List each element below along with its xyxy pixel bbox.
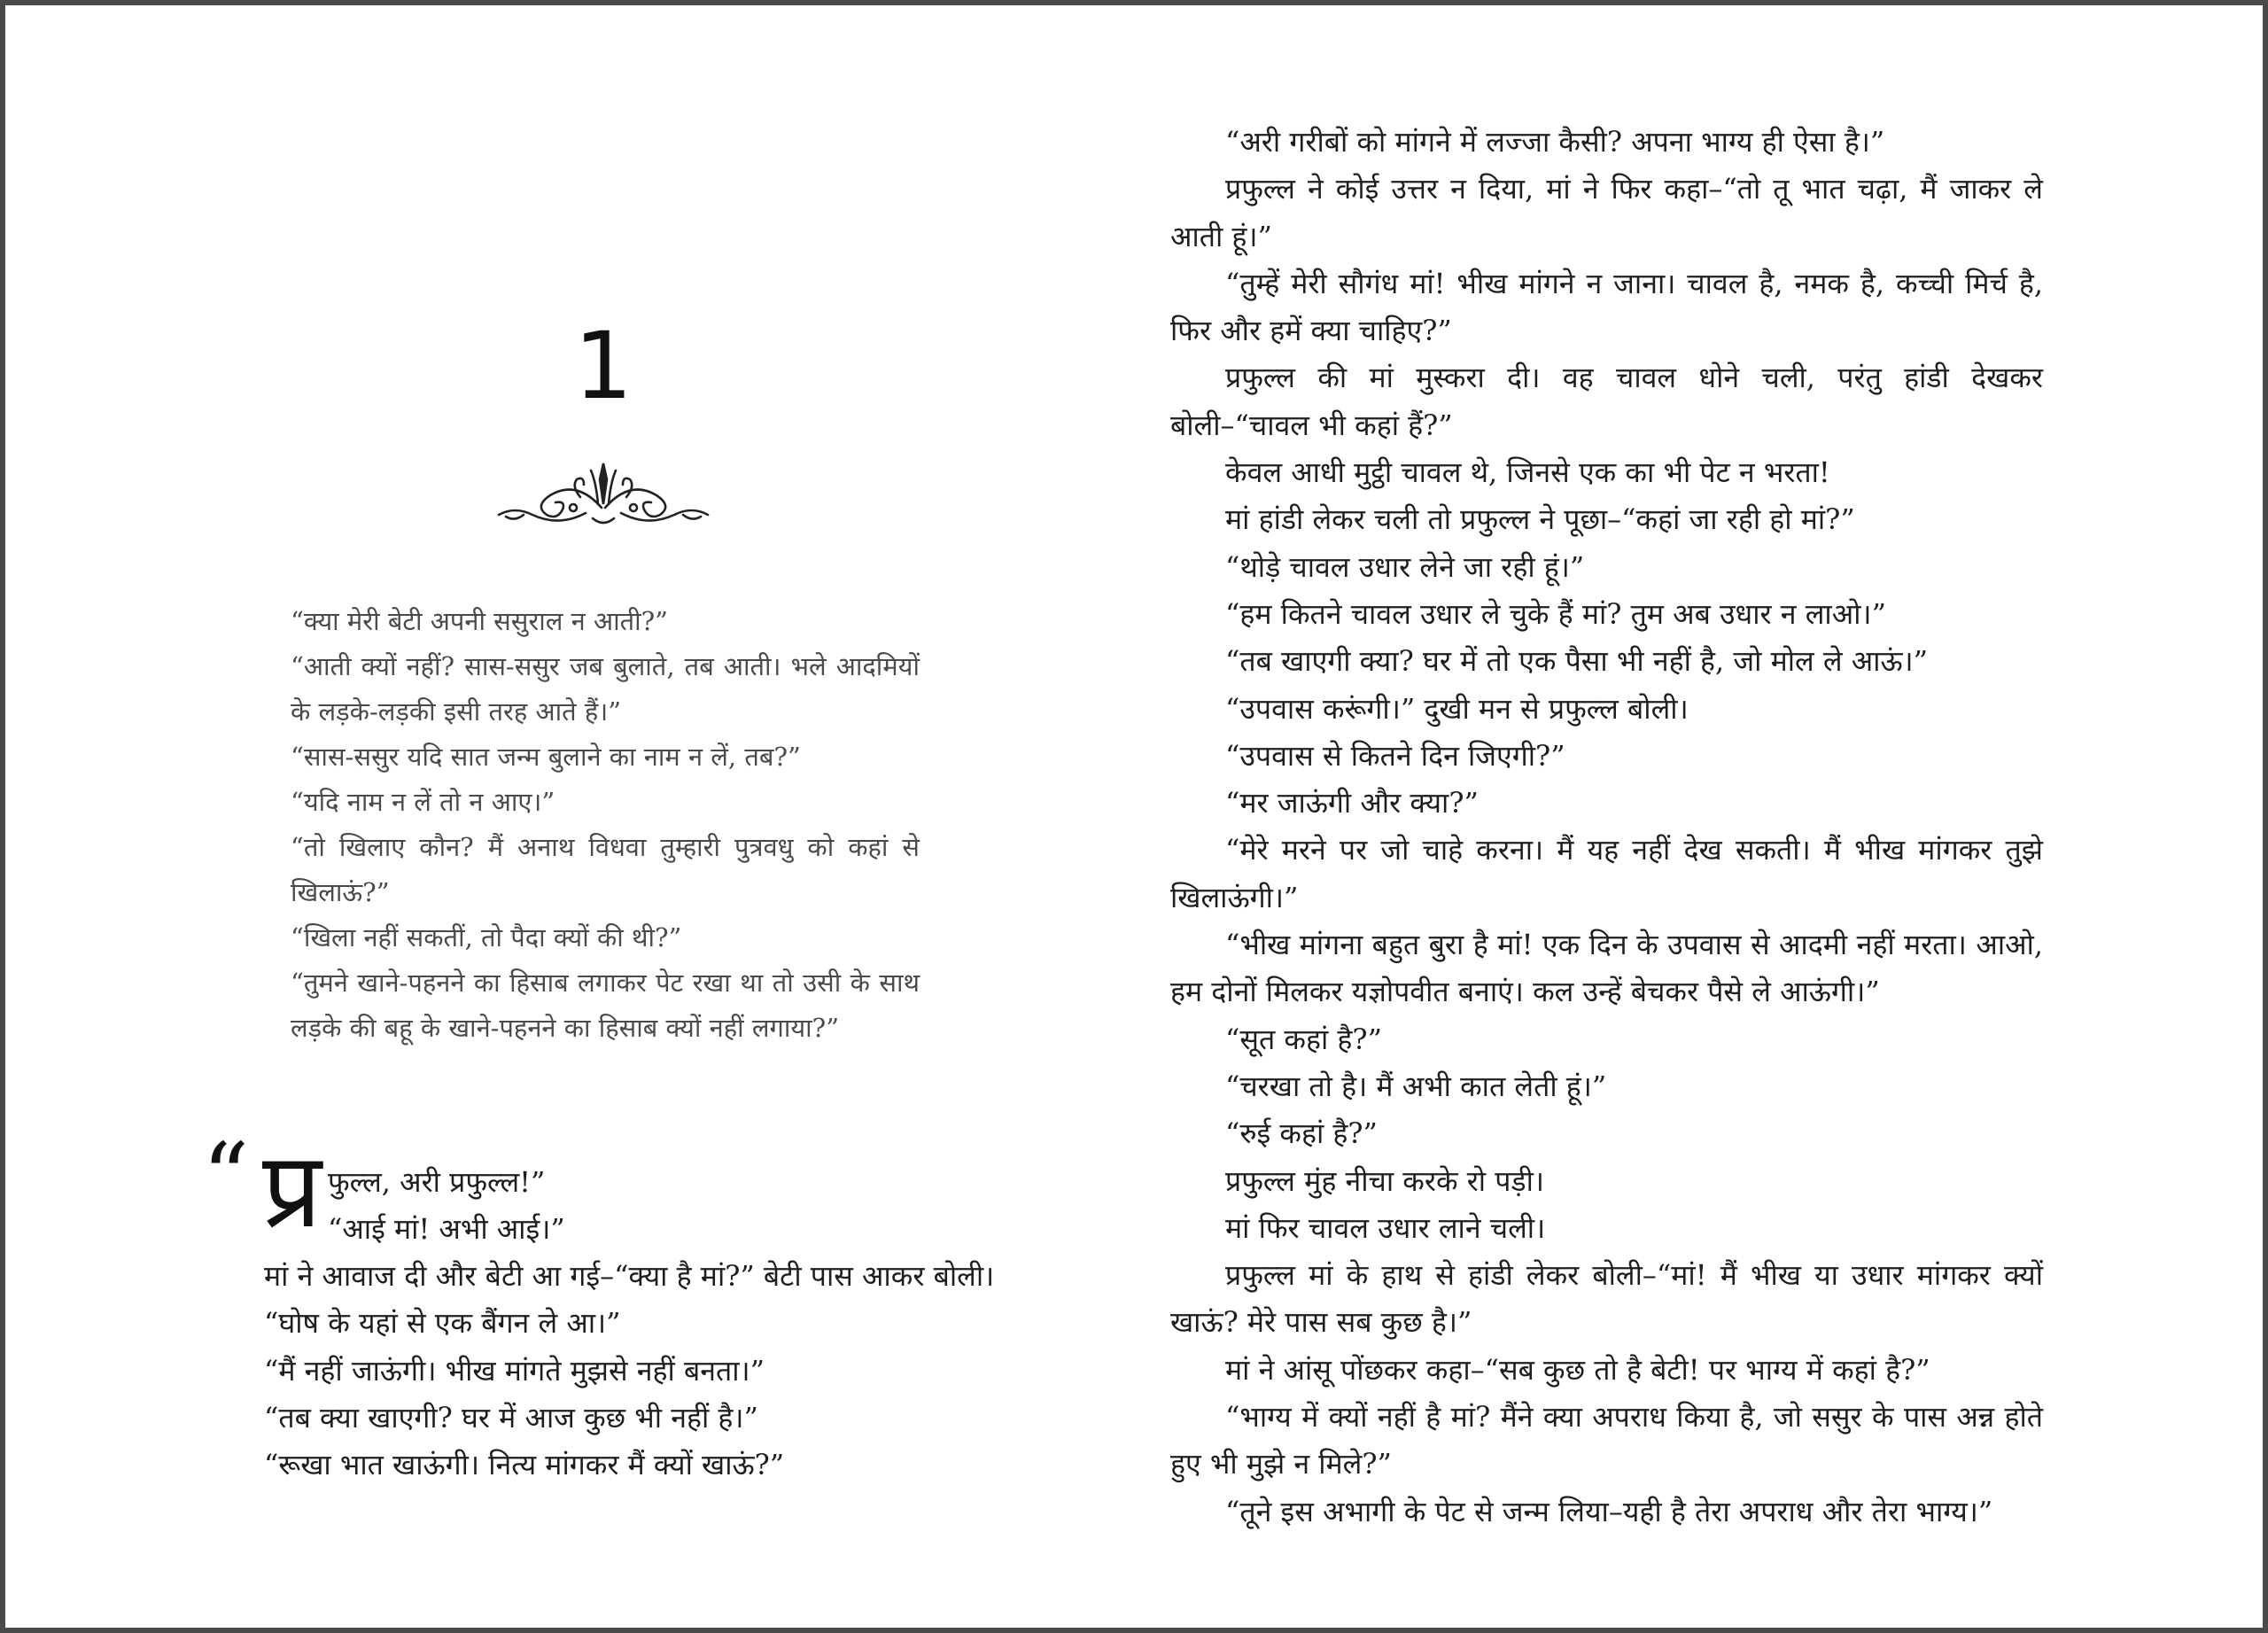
epigraph-line: “खिला नहीं सकतीं, तो पैदा क्यों की थी?” xyxy=(291,922,682,953)
epigraph-line: “तुमने खाने-पहनने का हिसाब लगाकर पेट रखा था तो उसी के साथ लड़के की बहू के खाने-पहनने का हिसाब क्यों नहीं लगाया?” xyxy=(291,968,920,1043)
epigraph-line: “क्या मेरी बेटी अपनी ससुराल न आती?” xyxy=(291,606,669,636)
left-page-body xyxy=(209,1253,999,1489)
chapter-epigraph xyxy=(291,599,920,1051)
paragraph: मां हांडी लेकर चली तो प्रफुल्ल ने पूछा–“कहां जा रही हो मां?” xyxy=(1225,502,1855,537)
paragraph: मां ने आंसू पोंछकर कहा–“सब कुछ तो है बेटी! पर भाग्य में कहां है?” xyxy=(1225,1352,1930,1387)
paragraph: “उपवास से कितने दिन जिएगी?” xyxy=(1225,738,1565,773)
paragraph: “सूत कहां है?” xyxy=(1225,1022,1382,1056)
paragraph: “घोष के यहां से एक बैंगन ले आ।” xyxy=(264,1306,621,1341)
drop-cap-quote-mark: “ xyxy=(202,1123,250,1231)
paragraph: “भाग्य में क्यों नहीं है मां? मैंने क्या अपराध किया है, जो ससुर के पास अन्न होते हुए भी मुझे न मिले?” xyxy=(1170,1400,2043,1481)
paragraph: “मेरे मरने पर जो चाहे करना। मैं यह नहीं देख सकती। मैं भीख मांगकर तुझे खिलाऊंगी।” xyxy=(1170,833,2043,914)
paragraph: “मर जाऊंगी और क्या?” xyxy=(1225,786,1479,820)
paragraph: “तूने इस अभागी के पेट से जन्म लिया–यही है तेरा अपराध और तेरा भाग्य।” xyxy=(1225,1494,1993,1528)
chapter-number: 1 xyxy=(573,312,633,420)
paragraph: प्रफुल्ल मुंह नीचा करके रो पड़ी। xyxy=(1225,1163,1544,1198)
paragraph: मां ने आवाज दी और बेटी आ गई–“क्या है मां?” बेटी पास आकर बोली। xyxy=(264,1259,995,1293)
paragraph: मां फिर चावल उधार लाने चली। xyxy=(1225,1210,1546,1245)
paragraph: “रूखा भात खाऊंगी। नित्य मांगकर मैं क्यों खाऊं?” xyxy=(264,1448,785,1482)
paragraph: प्रफुल्ल की मां मुस्करा दी। वह चावल धोने चली, परंतु हांडी देखकर बोली–“चावल भी कहां हैं?” xyxy=(1170,361,2043,442)
paragraph: “थोड़े चावल उधार लेने जा रही हूं।” xyxy=(1225,549,1585,584)
paragraph: “भीख मांगना बहुत बुरा है मां! एक दिन के उपवास से आदमी नहीं मरता। आओ, हम दोनों मिलकर यज्ञोपवीत बनाएं। कल उन्हें बेचकर पैसे ले आऊंगी।” xyxy=(1170,928,2043,1009)
paragraph: प्रफुल्ल ने कोई उत्तर न दिया, मां ने फिर कहा–“तो तू भात चढ़ा, मैं जाकर ले आती हूं।” xyxy=(1170,172,2043,253)
epigraph-line: “यदि नाम न लें तो न आए।” xyxy=(291,787,555,817)
drop-cap-line-2: “आई मां! अभी आई।” xyxy=(328,1212,565,1246)
epigraph-line: “आती क्यों नहीं? सास-ससुर जब बुलाते, तब आती। भले आदमियों के लड़के-लड़की इसी तरह आते हैं।” xyxy=(291,651,920,727)
right-page-body xyxy=(1170,119,2043,1536)
paragraph: “तब खाएगी क्या? घर में तो एक पैसा भी नहीं है, जो मोल ले आऊं।” xyxy=(1225,644,1929,679)
paragraph: प्रफुल्ल मां के हाथ से हांडी लेकर बोली–“मां! मैं भीख या उधार मांगकर क्यों खाऊं? मेरे पास सब कुछ है।” xyxy=(1170,1258,2043,1340)
drop-cap-letter: प्र xyxy=(262,1129,322,1251)
epigraph-line: “सास-ससुर यदि सात जन्म बुलाने का नाम न लें, तब?” xyxy=(291,742,801,772)
paragraph: “उपवास करूंगी।” दुखी मन से प्रफुल्ल बोली। xyxy=(1225,691,1689,726)
paragraph: “अरी गरीबों को मांगने में लज्जा कैसी? अपना भाग्य ही ऐसा है।” xyxy=(1225,125,1885,159)
floral-ornament-icon xyxy=(488,453,718,533)
paragraph: “हम कितने चावल उधार ले चुके हैं मां? तुम अब उधार न लाओ।” xyxy=(1225,596,1886,631)
paragraph: “तब क्या खाएगी? घर में आज कुछ भी नहीं है।” xyxy=(264,1400,758,1435)
paragraph: “मैं नहीं जाऊंगी। भीख मांगते मुझसे नहीं बनता।” xyxy=(264,1353,765,1388)
paragraph: केवल आधी मुट्ठी चावल थे, जिनसे एक का भी पेट न भरता! xyxy=(1225,455,1830,490)
epigraph-line: “तो खिलाए कौन? मैं अनाथ विधवा तुम्हारी पुत्रवधु को कहां से खिलाऊं?” xyxy=(291,832,920,907)
paragraph: “तुम्हें मेरी सौगंध मां! भीख मांगने न जाना। चावल है, नमक है, कच्ची मिर्च है, फिर और हमें क्या चाहिए?” xyxy=(1170,266,2043,348)
drop-cap-line-1: फुल्ल, अरी प्रफुल्ल!” xyxy=(328,1165,546,1199)
paragraph: “रुई कहां है?” xyxy=(1225,1116,1378,1151)
paragraph: “चरखा तो है। मैं अभी कात लेती हूं।” xyxy=(1225,1069,1607,1103)
